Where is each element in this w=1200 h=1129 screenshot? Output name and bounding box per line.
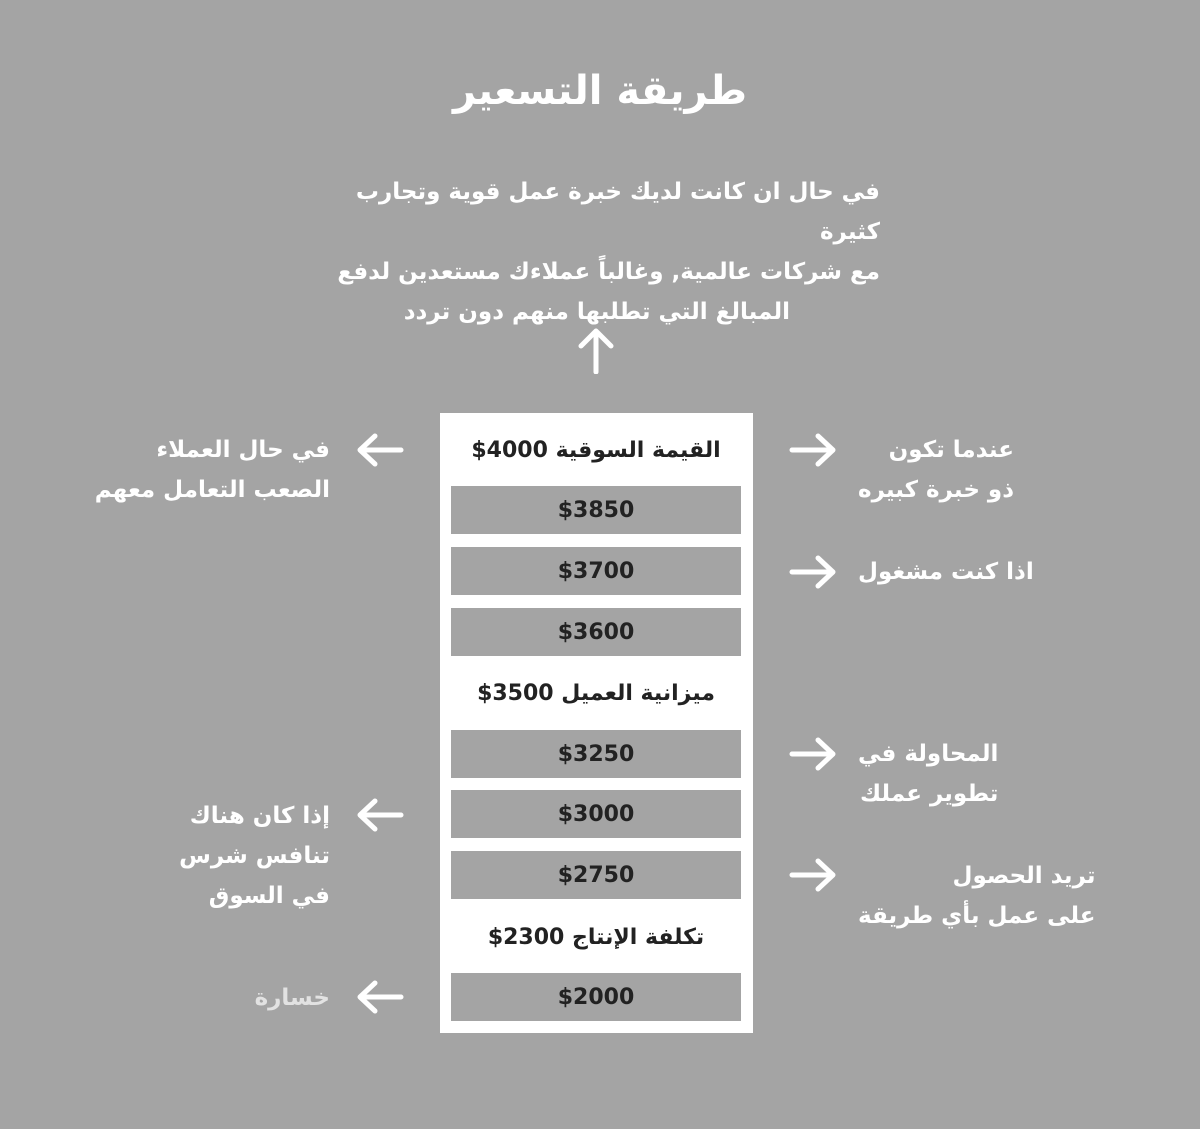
note-develop: [858, 734, 998, 814]
note-busy: [858, 552, 1034, 592]
market-value-amount: $4000: [471, 437, 548, 463]
arrow-right-icon: [788, 855, 838, 895]
arrow-right-icon: [788, 430, 838, 470]
arrow-right-icon: [788, 734, 838, 774]
note-line: تنافس شرس: [179, 843, 330, 869]
note-line: خسارة: [254, 985, 330, 1011]
market-value-row: [451, 426, 741, 474]
price-row: $3700: [451, 547, 741, 595]
note-line: المحاولة في: [858, 741, 999, 767]
price-ladder: [440, 413, 753, 1033]
note-competition: [179, 796, 330, 916]
note-line: عندما تكون: [888, 437, 1015, 463]
note-line: تطوير عملك: [860, 781, 999, 807]
intro-line-1: في حال ان كانت لديك خبرة عمل قوية وتجارب كثيرة: [355, 179, 880, 245]
production-cost-amount: $2300: [487, 924, 565, 950]
note-any-work: [858, 856, 1096, 936]
client-budget-label: ميزانية العميل: [561, 680, 715, 706]
price-row: $3000: [451, 790, 741, 838]
intro-line-3: المبالغ التي تطلبها منهم دون تردد: [403, 299, 790, 325]
note-line: اذا كنت مشغول: [858, 559, 1034, 585]
production-cost-row: [451, 913, 741, 961]
note-experienced: [858, 430, 1014, 510]
intro-paragraph: [300, 172, 880, 332]
production-cost-label: تكلفة الإنتاج: [572, 924, 705, 950]
client-budget-row: [451, 669, 741, 717]
note-line: على عمل بأي طريقة: [858, 903, 1096, 929]
arrow-up-icon: [574, 326, 618, 374]
arrow-left-icon: [355, 430, 405, 470]
arrow-right-icon: [788, 552, 838, 592]
note-difficult-clients: [95, 430, 330, 510]
arrow-left-icon: [355, 795, 405, 835]
note-line: في حال العملاء: [156, 437, 330, 463]
client-budget-amount: $3500: [477, 680, 554, 706]
intro-line-2: مع شركات عالمية, وغالباً عملاءك مستعدين لدفع: [337, 259, 880, 285]
price-row: $3250: [451, 730, 741, 778]
price-row: $3600: [451, 608, 741, 656]
note-line: إذا كان هناك: [189, 803, 330, 829]
price-row: $2000: [451, 973, 741, 1021]
note-loss: [255, 978, 330, 1018]
page-title: طريقة التسعير: [452, 68, 748, 114]
price-row: $2750: [451, 851, 741, 899]
note-line: ذو خبرة كبيره: [858, 477, 1015, 503]
note-line: في السوق: [208, 883, 330, 909]
note-line: الصعب التعامل معهم: [94, 477, 330, 503]
note-line: تريد الحصول: [952, 863, 1096, 889]
market-value-label: القيمة السوقية: [555, 437, 721, 463]
arrow-left-icon: [355, 977, 405, 1017]
price-row: $3850: [451, 486, 741, 534]
